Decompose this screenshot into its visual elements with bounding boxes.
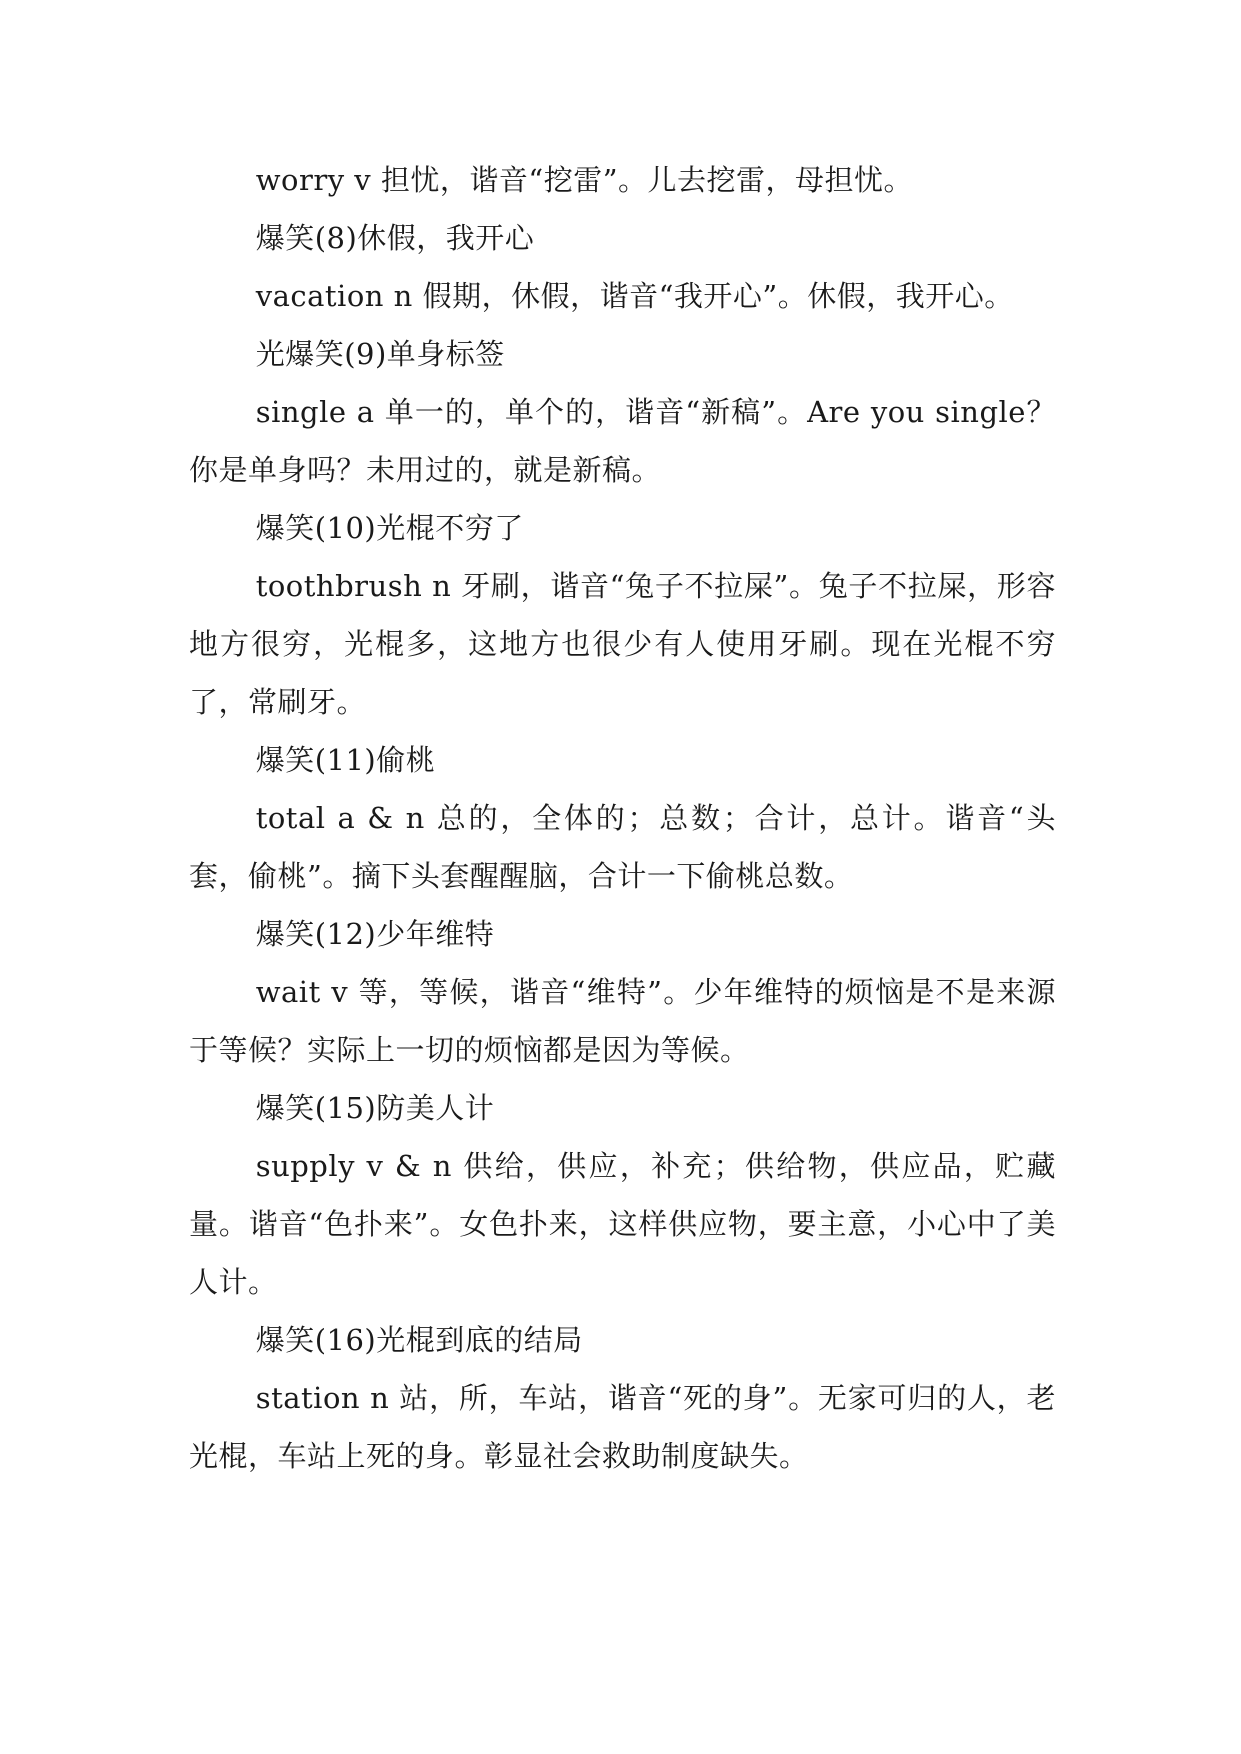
paragraph-vacation: vacation n 假期，休假，谐音“我开心”。休假，我开心。 (255, 279, 1014, 313)
paragraph-station: station n 站，所，车站，谐音“死的身”。无家可归的人，老光棍，车站上死的身。彰显社会救助制度缺失。 (189, 1381, 1056, 1473)
heading-wait: 爆笑(12)少年维特 (255, 917, 495, 951)
paragraph-single: single a 单一的，单个的，谐音“新稿”。Are you single？你是单身吗？未用过的，就是新稿。 (189, 395, 1056, 487)
document-body (189, 151, 1056, 1485)
heading-supply: 爆笑(15)防美人计 (255, 1091, 495, 1125)
heading-vacation: 爆笑(8)休假，我开心 (255, 221, 535, 255)
heading-station: 爆笑(16)光棍到底的结局 (255, 1323, 583, 1357)
paragraph-worry: worry v 担忧，谐音“挖雷”。儿去挖雷，母担忧。 (255, 163, 914, 197)
paragraph-supply: supply v & n 供给，供应，补充；供给物，供应品，贮藏量。谐音“色扑来”。女色扑来，这样供应物，要主意，小心中了美人计。 (189, 1149, 1056, 1299)
paragraph-total: total a & n 总的，全体的；总数；合计，总计。谐音“头套，偷桃”。摘下头套醒醒脑，合计一下偷桃总数。 (189, 801, 1056, 893)
heading-single: 光爆笑(9)单身标签 (255, 337, 505, 371)
heading-total: 爆笑(11)偷桃 (255, 743, 436, 777)
paragraph-toothbrush: toothbrush n 牙刷，谐音“兔子不拉屎”。兔子不拉屎，形容地方很穷，光棍多，这地方也很少有人使用牙刷。现在光棍不穷了，常刷牙。 (189, 569, 1056, 719)
paragraph-wait: wait v 等，等候，谐音“维特”。少年维特的烦恼是不是来源于等候？实际上一切的烦恼都是因为等候。 (189, 975, 1056, 1067)
heading-toothbrush: 爆笑(10)光棍不穷了 (255, 511, 524, 545)
